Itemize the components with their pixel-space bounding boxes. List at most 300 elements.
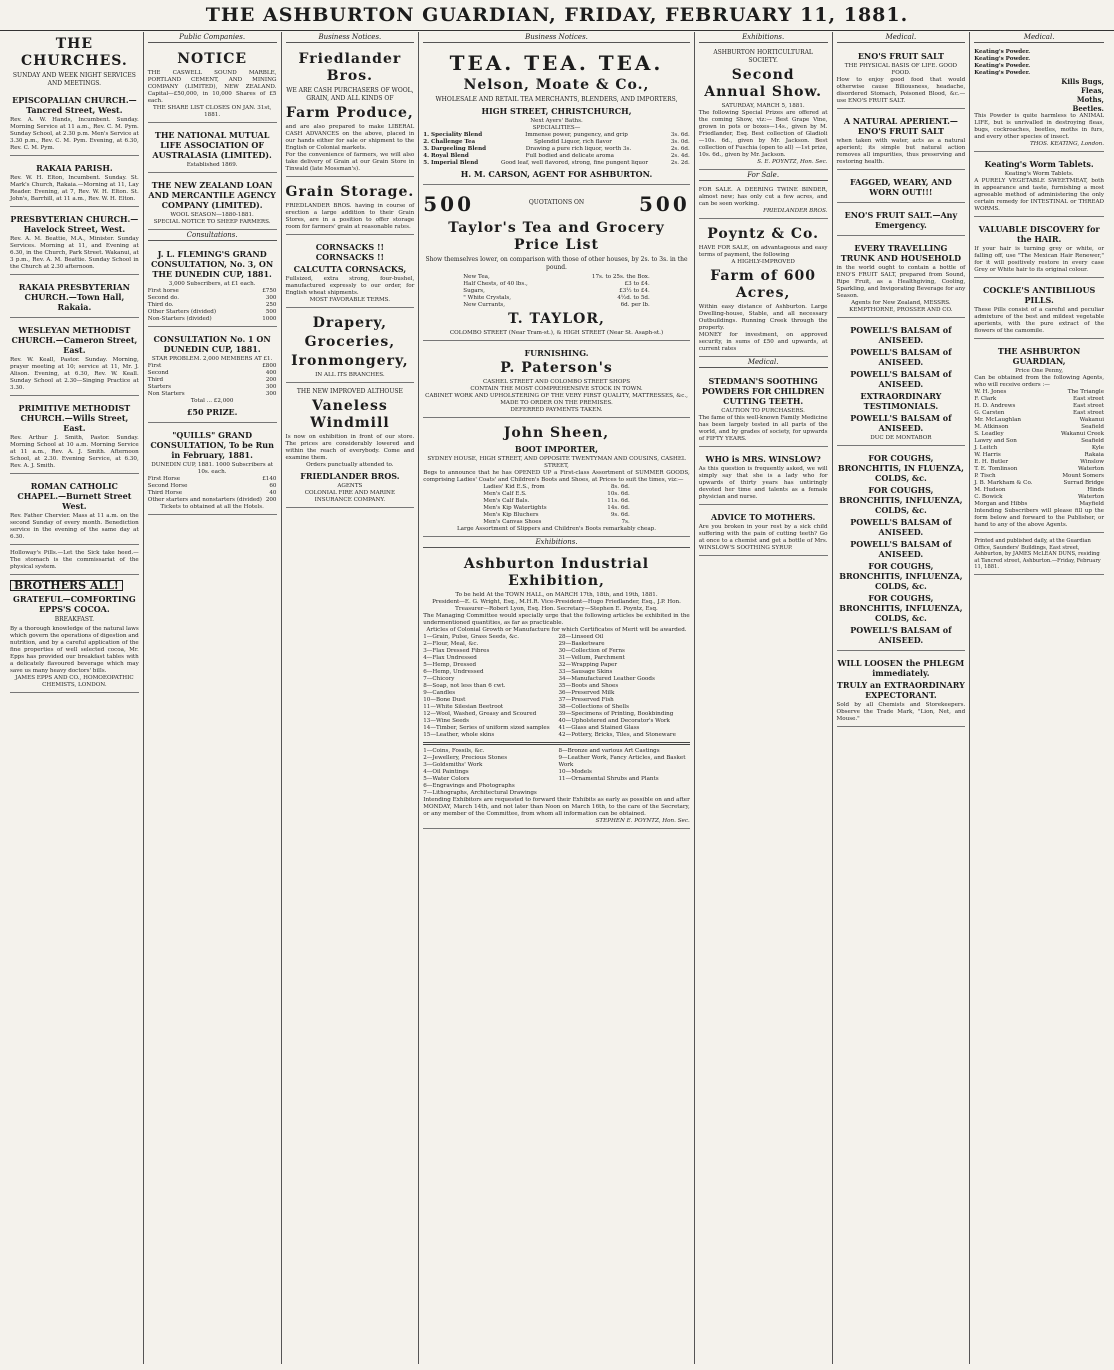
- agent-place: Waterton: [1077, 494, 1104, 500]
- prize-label: Starters: [147, 384, 171, 390]
- coughs-line: POWELL'S BALSAM of ANISEED.: [850, 539, 952, 559]
- paterson-ad: [423, 343, 690, 418]
- sheen-title: John Sheen,: [503, 425, 610, 441]
- taylor-sub: Show themselves lower, on comparison with those of other houses, by 2s. to 3s. in the pound.: [425, 256, 688, 271]
- class-item: 13—Wine Seeds: [423, 718, 469, 724]
- holloway-body: Holloway's Pills.—Let the Sick take heed.—The stomach is the commissariat of the physical system.: [10, 550, 139, 570]
- cornsacks-title: CORNSACKS !! CORNSACKS !!: [315, 242, 384, 262]
- grocery-price: £3½ to £4.: [619, 288, 650, 294]
- nelson-sub: WHOLESALE AND RETAIL TEA MERCHANTS, BLENDERS, AND IMPORTERS,: [435, 96, 678, 103]
- poyntz-ad: [699, 221, 828, 357]
- sheen-ad: [423, 420, 690, 537]
- class-item: 3—Goldsmiths' Work: [423, 762, 483, 768]
- prize-row: [148, 302, 277, 309]
- coughs-line: FOR COUGHS, BRONCHITIS, INFLUENZA, COLDS, &c.: [839, 485, 963, 515]
- cornsacks-tail: MOST FAVORABLE TERMS.: [309, 297, 391, 303]
- class-item: 9—Leather Work, Fancy Articles, and Basket Work: [558, 755, 686, 768]
- eno-ad: [837, 46, 966, 109]
- class-item: 28—Linseed Oil: [558, 634, 604, 640]
- church-body: Rev. Father Chervier. Mass at 11 a.m. on the second Sunday of every month. Benediction service in the evening of the same day at 6.30.: [10, 513, 139, 540]
- agent-name: J. Leitch: [974, 445, 998, 451]
- agent-row: [974, 445, 1104, 452]
- cockle-body: These Pills consist of a careful and peculiar admixture of the best and mildest vegetable aperients, with the pure extract of the flowers of the camomile.: [974, 307, 1104, 334]
- grocery-price: £3 to £4.: [624, 281, 650, 287]
- powell-ad: [837, 320, 966, 446]
- agent-name: Lawry and Son: [974, 438, 1017, 444]
- holloway-ad: [10, 547, 139, 575]
- quotations-mid: QUOTATIONS ON: [528, 199, 585, 206]
- grocery-row: [463, 274, 650, 281]
- tea-price: 2s. 4d.: [670, 153, 690, 159]
- industrial-art-lists: [423, 748, 690, 797]
- travelling-ad: [837, 238, 966, 318]
- montabor-line: DUC DE MONTABOR: [870, 435, 932, 441]
- sheen-sub: BOOT IMPORTER,: [514, 444, 599, 454]
- agent-row: [974, 424, 1104, 431]
- church-primitive: [10, 398, 139, 474]
- prize-row: [148, 316, 277, 323]
- agent-place: Mayfield: [1079, 501, 1104, 507]
- prize-label: Third do.: [147, 302, 174, 308]
- church-title: EPISCOPALIAN CHURCH.—Tancred Street, West.: [12, 95, 137, 115]
- industrial-signature: STEPHEN E. POYNTZ, Hon. Sec.: [595, 818, 690, 824]
- shoe-price: 9s. 6d.: [610, 512, 630, 518]
- coughs-ad: [837, 448, 966, 651]
- prize-label: Non Starters: [147, 391, 185, 397]
- agent-row: [974, 494, 1104, 501]
- agent-name: P. Tisch: [974, 473, 996, 479]
- wool-line: WE ARE CASH PURCHASERS OF WOOL, GRAIN, AND ALL KINDS OF: [286, 87, 414, 102]
- class-item: 35—Boots and Shoes: [558, 683, 619, 689]
- sheep-notice: SPECIAL NOTICE TO SHEEP FARMERS.: [153, 219, 271, 225]
- class-list-right: [559, 634, 690, 739]
- agent-name: J. B. Markham & Co.: [974, 480, 1033, 486]
- class-item: 6—Engravings and Photographs: [423, 783, 515, 789]
- kills-line: Fleas,: [1081, 86, 1104, 95]
- prize-label: Third: [147, 377, 164, 383]
- agent-place: Kyle: [1091, 445, 1104, 451]
- tea-price: 2s. 2d.: [670, 160, 690, 166]
- class-item: 4—Flax Undressed: [423, 655, 477, 661]
- tea-name: 3. Dargeeling Blend: [423, 146, 487, 152]
- prize-150: £50 PRIZE.: [186, 407, 238, 417]
- masthead-title: THE ASHBURTON GUARDIAN, FRIDAY, FEBRUARY 11, 1881.: [205, 4, 909, 26]
- specialities-label: SPECIALITIES—: [532, 125, 581, 131]
- notice-body: THE CASWELL SOUND MARBLE, PORTLAND CEMENT, AND MINING COMPANY (LIMITED), NEW ZEALAND. Capital—£50,000, in 10,000 Shares of £5 each.: [147, 70, 277, 104]
- industrial-sub: To be held At the TOWN HALL, on MARCH 17th, 18th, and 19th, 1881.: [455, 592, 658, 598]
- drapery-line: Drapery,: [312, 315, 388, 331]
- prize-row: [148, 370, 277, 377]
- prize-row: [148, 490, 277, 497]
- farm600-sub: A HIGHLY-IMPROVED: [731, 259, 795, 265]
- prize-value: 1000: [262, 316, 277, 322]
- quills-title: "QUILLS" GRAND CONSULTATION, To be Run in February, 1881.: [150, 430, 274, 460]
- class-item: 12—Wool, Washed, Greasy and Scoured: [423, 711, 537, 717]
- farm600-title: Farm of 600 Acres,: [710, 268, 817, 301]
- agent-place: Seafield: [1081, 438, 1104, 444]
- prize-value: 250: [265, 302, 277, 308]
- prize-value: £750: [262, 288, 277, 294]
- fleming-consultation: [148, 244, 277, 327]
- class-item: 42—Pottery, Bricks, Tiles, and Stoneware: [558, 732, 676, 738]
- guardian-agents-ad: [974, 341, 1104, 533]
- expectorant-title: TRULY an EXTRAORDINARY EXPECTORANT.: [836, 680, 965, 700]
- grocery-row: [463, 295, 650, 302]
- poyntz-title: Poyntz & Co.: [707, 226, 819, 242]
- church-presbyterian: [10, 209, 139, 275]
- tea-row: [423, 153, 690, 160]
- agent-place: Mount Somers: [1062, 473, 1104, 479]
- industrial-body: The Managing Committee would specially urge that the following articles be exhibited in the undermentioned quantities, as far as practicable.: [423, 613, 690, 626]
- grocery-name: " White Crystals,: [463, 295, 512, 301]
- column-business-wide: [419, 32, 695, 1364]
- agent-place: The Triangle: [1067, 389, 1104, 395]
- fagged-title: FAGGED, WEARY, AND WORN OUT!!!: [849, 177, 952, 197]
- tea-name: 4. Royal Blend: [423, 153, 469, 159]
- class-item: 41—Glass and Stained Glass: [558, 725, 640, 731]
- tea-row: [423, 146, 690, 153]
- agent-place: Winslow: [1080, 459, 1104, 465]
- wool-season: WOOL SEASON—1880-1881.: [170, 212, 254, 218]
- class-item: 10—Models: [558, 769, 592, 775]
- quotations-row: [423, 190, 690, 218]
- agent-name: W. Harris: [974, 452, 1001, 458]
- agent-name: F. Clark: [974, 396, 997, 402]
- hort-signature: S. E. POYNTZ, Hon. Sec.: [757, 159, 828, 165]
- class-item: 5—Water Colors: [423, 776, 470, 782]
- worm-body: A PURELY VEGETABLE SWEETMEAT, both in appearance and taste, furnishing a most agreeable method of administering the only certain remedy for INTESTINAL or THREAD WORMS.: [974, 178, 1104, 212]
- eno-body: How to enjoy good food that would otherwise cause Biliousness, headache, disordered Stomach, Poisoned Blood, &c.—use ENO'S FRUIT SALT.: [836, 77, 966, 104]
- prize-row: [148, 391, 277, 398]
- church-title: RAKAIA PRESBYTERIAN CHURCH.—Town Hall, Rakaia.: [18, 282, 130, 312]
- nelson-near: Next Ayers' Baths.: [530, 118, 583, 124]
- class-item: 7—Chicory: [423, 676, 455, 682]
- grocery-name: Sugars,: [463, 288, 485, 294]
- tea-name: 5. Imperial Blend: [423, 160, 479, 166]
- prize-value: 500: [265, 309, 277, 315]
- powell-line: POWELL'S BALSAM of ANISEED.: [850, 347, 952, 367]
- shoe-price: 11s. 6d.: [607, 498, 630, 504]
- class-item: 36—Preserved Milk: [558, 690, 615, 696]
- quills-prize-list: [148, 476, 277, 504]
- prize-label: Other Starters (divided): [147, 309, 217, 315]
- agent-row: [974, 403, 1104, 410]
- divider: [423, 742, 690, 745]
- agent-name: S. Leadley: [974, 431, 1004, 437]
- kills-line: Kills Bugs,: [1061, 77, 1104, 86]
- grocery-name: New Currants,: [463, 302, 506, 308]
- insurance-line: INSURANCE COMPANY.: [314, 497, 386, 503]
- farm600-body: Within easy distance of Ashburton. Large Dwelling-house, Stable, and all necessary Outbuildings. Running Creek through the property.: [698, 304, 828, 331]
- powell-line: POWELL'S BALSAM of ANISEED.: [850, 325, 952, 345]
- epps-cocoa-ad: [10, 577, 139, 693]
- hair-body: If your hair is turning grey or white, or falling off, use "The Mexican Hair Renewer," for it will positively restore in every case Grey or White hair to its original colour.: [974, 246, 1104, 273]
- class-item: 11—Ornamental Shrubs and Plants: [558, 776, 659, 782]
- taylor-title: Taylor's Tea and Grocery Price List: [448, 220, 665, 253]
- eno-title: ENO'S FRUIT SALT: [857, 51, 944, 61]
- column-medical-keating: [970, 32, 1108, 1364]
- class-item: 14—Timber, Series of uniform sized samples: [423, 725, 550, 731]
- paterson-address: CASHEL STREET AND COLOMBO STREET SHOPS: [482, 379, 631, 385]
- prize-label: Other starters and nonstarters (divided): [147, 497, 262, 503]
- agent-row: [974, 410, 1104, 417]
- coughs-line: POWELL'S BALSAM of ANISEED.: [850, 517, 952, 537]
- prize-value: £140: [262, 476, 277, 482]
- shoe-price: 14s. 6d.: [607, 505, 630, 511]
- column-public-companies: [144, 32, 282, 1364]
- column-heading: Business Notices.: [286, 34, 415, 43]
- cockle-title: COCKLE'S ANTIBILIOUS PILLS.: [983, 285, 1096, 305]
- coughs-line: FOR COUGHS, BRONCHITIS, INFLUENZA, COLDS, &c.: [839, 593, 963, 623]
- prize-row: [148, 497, 277, 504]
- church-body: Rev. A. M. Beattie, M.A., Minister. Sunday Services. Morning at 11, and Evening at 6.30, in the Church, Park Street. Wakanui, at 3 p.m., Rev. A. M. Beattie. Sunday School in the Church at 2.30 afternoon.: [10, 236, 139, 270]
- column-heading: Exhibitions.: [699, 34, 828, 43]
- taylor-ad: [423, 187, 690, 341]
- agent-place: East street: [1073, 396, 1104, 402]
- tea-row: [423, 139, 690, 146]
- consultation-no1: [148, 329, 277, 423]
- shoe-name: Men's Kip Watertights: [483, 505, 547, 511]
- church-title: PRESBYTERIAN CHURCH.—Havelock Street, West.: [10, 214, 139, 234]
- consult1-title: CONSULTATION No. 1 ON DUNEDIN CUP, 1881.: [153, 334, 271, 354]
- industrial-list-head: Articles of Colonial Growth or Manufacture for which Certificates of Merit will be awarded.: [426, 627, 687, 633]
- class-item: 30—Collection of Ferns: [558, 648, 625, 654]
- agent-name: Morgan and Hibbs: [974, 501, 1028, 507]
- grocery-price: 6d. per lb.: [620, 302, 650, 308]
- shoe-price: 7s.: [621, 519, 630, 525]
- church-title: RAKAIA PARISH.: [36, 163, 113, 173]
- forsale-heading: For Sale.: [699, 172, 828, 181]
- fagged-ad: [837, 172, 966, 203]
- grain-body: FRIEDLANDER BROS. having in course of erection a large addition to their Grain Stores, are in a position to offer storage room for farmers' grain at reasonable rates.: [285, 203, 415, 230]
- aperient-body: when taken with water, acts as a natural aperient; its simple but natural action removes all impurities, thus preserving and restoring health.: [836, 138, 966, 165]
- column-heading: Medical.: [837, 34, 966, 43]
- agent-name: C. Bowick: [974, 494, 1003, 500]
- notice-title: NOTICE: [177, 51, 248, 67]
- stedman-caution: CAUTION TO PURCHASERS.: [721, 408, 805, 414]
- grocery-price-list: [423, 274, 690, 309]
- tea-name: 1. Speciality Blend: [423, 132, 483, 138]
- tea-name: 2. Challenge Tea: [423, 139, 476, 145]
- hort-date: SATURDAY, MARCH 5, 1881.: [721, 103, 805, 109]
- colonial-line: COLONIAL FIRE AND MARINE: [304, 490, 396, 496]
- agent-row: [974, 459, 1104, 466]
- furnishing-label: FURNISHING.: [524, 348, 589, 358]
- advice-mothers-ad: [699, 507, 828, 556]
- prize-value: 400: [265, 370, 277, 376]
- churches-title: THE CHURCHES.: [21, 36, 128, 69]
- prize-label: Second do.: [147, 295, 179, 301]
- prize-row: [148, 483, 277, 490]
- mutual-life-ad: [148, 125, 277, 173]
- class-item: 11—White Silesian Beetroot: [423, 704, 504, 710]
- shoe-name: Ladies' Kid E.S., from: [483, 484, 545, 490]
- kills-line: Moths,: [1076, 95, 1104, 104]
- prize-value: 60: [269, 483, 277, 489]
- keating-body: This Powder is quite harmless to ANIMAL LIFE, but is unrivalled in destroying fleas, bugs, cockroaches, beetles, moths in furs, and every other species of insect.: [974, 113, 1104, 140]
- agent-name: Mr. McLaughlan: [974, 417, 1022, 423]
- quills-sub: DUNEDIN CUP, 1881. 1000 Subscribers at 10s. each.: [151, 462, 274, 475]
- consult1-prize-list: [148, 363, 277, 398]
- keating-signature: THOS. KEATING, London.: [1029, 141, 1104, 147]
- hair-title: VALUABLE DISCOVERY for the HAIR.: [978, 224, 1100, 244]
- grocery-row: [463, 281, 650, 288]
- consult1-sub: STAR PROBLEM. 2,000 MEMBERS AT £1.: [151, 356, 273, 362]
- prize-row: [148, 363, 277, 370]
- art-list-left: [423, 748, 554, 797]
- shoe-name: Men's Calf E.S.: [483, 491, 527, 497]
- phlegm-title: WILL LOOSEN the PHLEGM immediately.: [837, 658, 965, 678]
- class-item: 7—Lithographs, Architectural Drawings: [423, 790, 537, 796]
- agent-row: [974, 466, 1104, 473]
- shoe-row: [483, 512, 630, 519]
- nelson-title: Nelson, Moate & Co.,: [463, 77, 650, 93]
- agent-row: [974, 480, 1104, 487]
- prize-label: First: [147, 363, 162, 369]
- quills-footer: Tickets to obtained at all the Hotels.: [160, 504, 264, 510]
- church-body: Rev. Arthur J. Smith, Pastor. Sunday. Morning School at 10 a.m. Morning Service at 11 a.m., Rev. A. J. Smith. Afternoon School, at 2.30. Evening Service, at 6.30, Rev. A. J. Smith.: [10, 435, 139, 469]
- tea-row: [423, 132, 690, 139]
- deferred-payments: DEFERRED PAYMENTS TAKEN.: [510, 407, 603, 413]
- agent-row: [974, 473, 1104, 480]
- worm-sub: Keating's Worm Tablets.: [1004, 171, 1074, 177]
- industrial-title: Ashburton Industrial Exhibition,: [463, 556, 650, 589]
- sheen-address: SYDNEY HOUSE, HIGH STREET, AND OPPOSITE TWENTYMAN AND COUSINS, CASHEL STREET,: [427, 456, 686, 469]
- shoe-price-list: [423, 484, 690, 526]
- hair-ad: [974, 219, 1104, 278]
- church-body: Rev. A. W. Hands, Incumbent. Sunday. Morning Service at 11 a.m., Rev. C. M. Pym. Sunday School, at 2.30 p.m. Men's Service at 3.30 p.m., Rev. C. M. Pym. Evening, at 6.30, Rev. C. M. Pym.: [10, 117, 139, 151]
- stedman-body: The fame of this well-known Family Medicine has been largely tested in all parts of the world, and by grades of society, for upwards of FIFTY YEARS.: [698, 415, 828, 442]
- prize-row: [148, 295, 277, 302]
- column-churches: [6, 32, 144, 1364]
- binder-body: FOR SALE. A DEERING TWINE BINDER, almost new; has only cut a few acres, and can be seen working.: [698, 187, 828, 207]
- class-item: 33—Sausage Skins: [558, 669, 613, 675]
- agent-place: Waterton: [1077, 466, 1104, 472]
- keating-powder-ad: [974, 46, 1104, 152]
- church-rakaia: [10, 158, 139, 207]
- agents-line: AGENTS: [337, 483, 363, 489]
- prize-label: Third Horse: [147, 490, 183, 496]
- column-business-friedlander: [282, 32, 420, 1364]
- class-item: 2—Jewellery, Precious Stones: [423, 755, 508, 761]
- grocery-price: 4½d. to 5d.: [617, 295, 650, 301]
- shoe-name: Men's Calf Bals.: [483, 498, 530, 504]
- hort-body: The following Special Prizes are offered at the coming Show, viz:— Best Grape Vine, grown in pots or boxes—14s., given by M. Friedlander, Esq. Best collection of Gladioli—10s. 6d., given by Mr. Jackson. Best collection of Fuschia (open to all) —1st prize, 10s. 6d., given by Mr. Jackson.: [698, 110, 828, 158]
- hort-title: ASHBURTON HORTICULTURAL SOCIETY.: [713, 49, 813, 64]
- agent-place: Wakanui: [1079, 417, 1104, 423]
- agent-row: [974, 501, 1104, 508]
- eno-sub: THE PHYSICAL BASIS OF LIFE. GOOD FOOD.: [844, 63, 958, 76]
- exhibitions-heading: Exhibitions.: [423, 539, 690, 548]
- shoe-name: Men's Canvas Shoes: [483, 519, 542, 525]
- class-item: 29—Basketware: [558, 641, 605, 647]
- fleming-sub: 3,000 Subscribers, at £1 each.: [168, 281, 256, 287]
- agent-name: H. D. Andrews: [974, 403, 1016, 409]
- farm-produce-title: Farm Produce,: [285, 105, 414, 121]
- class-item: 40—Upholstered and Decorator's Work: [558, 718, 670, 724]
- travelling-title: EVERY TRAVELLING TRUNK AND HOUSEHOLD: [840, 243, 962, 263]
- grocery-price: 17s. to 25s. the Box.: [591, 274, 650, 280]
- phlegm-ad: [837, 653, 966, 727]
- agent-name: M. Hudson: [974, 487, 1006, 493]
- class-item: 8—Soap, not less than 6 cwt.: [423, 683, 506, 689]
- church-body: Rev. W. Keall, Pastor. Sunday. Morning, prayer meeting at 10; service at 11, Mr. J. Alison. Evening, at 6.30, Rev. W. Keall. Sunday School at 2.30—Singing Practice at 3.30.: [10, 357, 139, 391]
- emergency-title: ENO'S FRUIT SALT.—Any Emergency.: [844, 210, 958, 230]
- tea-ad: [423, 46, 690, 185]
- church-episcopalian: [10, 90, 139, 156]
- industrial-officers: President—E. G. Wright, Esq., M.H.R. Vice-President—Hugo Friedlander, Esq., J.P. Hon. Treasurer—Robert Lyon, Esq. Hon. Secretary—Stephen E. Poyntz, Esq.: [432, 599, 681, 612]
- prize-value: 300: [265, 295, 277, 301]
- consult1-total: Total ... £2,000: [190, 398, 234, 404]
- paterson-title: P. Paterson's: [500, 360, 613, 376]
- windmill-body: Is now on exhibition in front of our store. The prices are considerably lowered and within the reach of everybody. Come and examine them.: [285, 434, 415, 461]
- industrial-footer: Intending Exhibitors are requested to forward their Exhibits as early as possible on and after MONDAY, March 14th, and not later than Noon on March 16th, to the care of the Secretary, or any member of the Committee, from whom all information can be obtained.: [423, 797, 690, 817]
- brothers-banner: BROTHERS ALL!: [10, 580, 123, 591]
- sheen-tail: Large Assortment of Slippers and Children's Boots remarkably cheap.: [456, 526, 657, 532]
- prize-row: [148, 309, 277, 316]
- friedlander-signature: FRIEDLANDER BROS.: [300, 471, 400, 481]
- winslow-ad: [699, 449, 828, 505]
- shares-closed: THE SHARE LIST CLOSES ON JAN. 31st, 1881.: [152, 105, 272, 118]
- prize-label: Second Horse: [147, 483, 188, 489]
- agent-row: [974, 438, 1104, 445]
- fleming-prize-list: [148, 288, 277, 323]
- aperient-title: A NATURAL APERIENT.—ENO'S FRUIT SALT: [843, 116, 958, 136]
- church-catholic: [10, 476, 139, 545]
- farm-body: and are also prepared to make LIBERAL CASH ADVANCES on the above, placed in our hands either for sale or shipment to the English or Colonial markets.: [285, 124, 415, 151]
- grain-storage-ad: [286, 179, 415, 235]
- class-item: 38—Collections of Shells: [558, 704, 629, 710]
- nz-loan-ad: [148, 175, 277, 230]
- class-item: 5—Hemp, Dressed: [423, 662, 477, 668]
- prize-row: [148, 377, 277, 384]
- epps-signature: JAMES EPPS AND CO., HOMOEOPATHIC CHEMISTS, LONDON.: [15, 675, 134, 688]
- masthead: [0, 0, 1114, 31]
- prize-value: 40: [269, 490, 277, 496]
- class-item: 15—Leather, whole skins: [423, 732, 495, 738]
- fleming-title: J. L. FLEMING'S GRAND CONSULTATION, No. 3, ON THE DUNEDIN CUP, 1881.: [151, 249, 274, 279]
- agent-name: G. Carsten: [974, 410, 1005, 416]
- tea-desc: Splendid Liquor, rich flavor: [534, 139, 612, 145]
- guardian-tail: Intending Subscribers will please fill up the form below and forward to the Publisher, or hand to any of the above Agents.: [974, 508, 1104, 528]
- quills-consultation: [148, 425, 277, 515]
- binder-ad: [699, 184, 828, 219]
- winslow-body: As this question is frequently asked, we will simply say that she is a lady who for upwards of thirty years has untiringly devoted her time and talents as a female physician and nurse.: [698, 466, 828, 500]
- tea-title: TEA. TEA. TEA.: [449, 51, 664, 75]
- sheen-body: Begs to announce that he has OPENED UP a First-class Assortment of SUMMER GOODS, comprising Ladies' Coats' and Children's Boots and Shoes, at Prices to suit the times, viz:—: [423, 470, 690, 483]
- advice-title: ADVICE TO MOTHERS.: [710, 512, 816, 522]
- agent-row: [974, 431, 1104, 438]
- class-item: 2—Flour, Meal, &c.: [423, 641, 479, 647]
- guardian-intro: Can be obtained from the following Agents, who will receive orders :—: [974, 375, 1104, 388]
- consultations-heading: Consultations.: [148, 232, 277, 241]
- paterson-cabinet: CABINET WORK AND UPHOLSTERING OF THE VERY FIRST QUALITY, MATTRESSES, &c., MADE TO ORDER ON THE PREMISES.: [425, 393, 688, 406]
- worm-tablets-ad: [974, 154, 1104, 217]
- class-item: 37—Preserved Fish: [558, 697, 614, 703]
- column-medical-eno: [833, 32, 971, 1364]
- imprint: [974, 535, 1104, 575]
- taylor-signature: T. TAYLOR,: [508, 311, 605, 327]
- prize-label: First Horse: [147, 476, 181, 482]
- class-item: 4—Oil Paintings: [423, 769, 469, 775]
- agent-name: W. H. Jones: [974, 389, 1007, 395]
- grocery-row: [463, 288, 650, 295]
- winslow-title: WHO is MRS. WINSLOW?: [705, 454, 821, 464]
- agent-place: Hinds: [1087, 487, 1104, 493]
- windmill-ad: [286, 385, 415, 508]
- shoe-price: 10s. 6d.: [607, 491, 630, 497]
- column-exhibitions: [695, 32, 833, 1364]
